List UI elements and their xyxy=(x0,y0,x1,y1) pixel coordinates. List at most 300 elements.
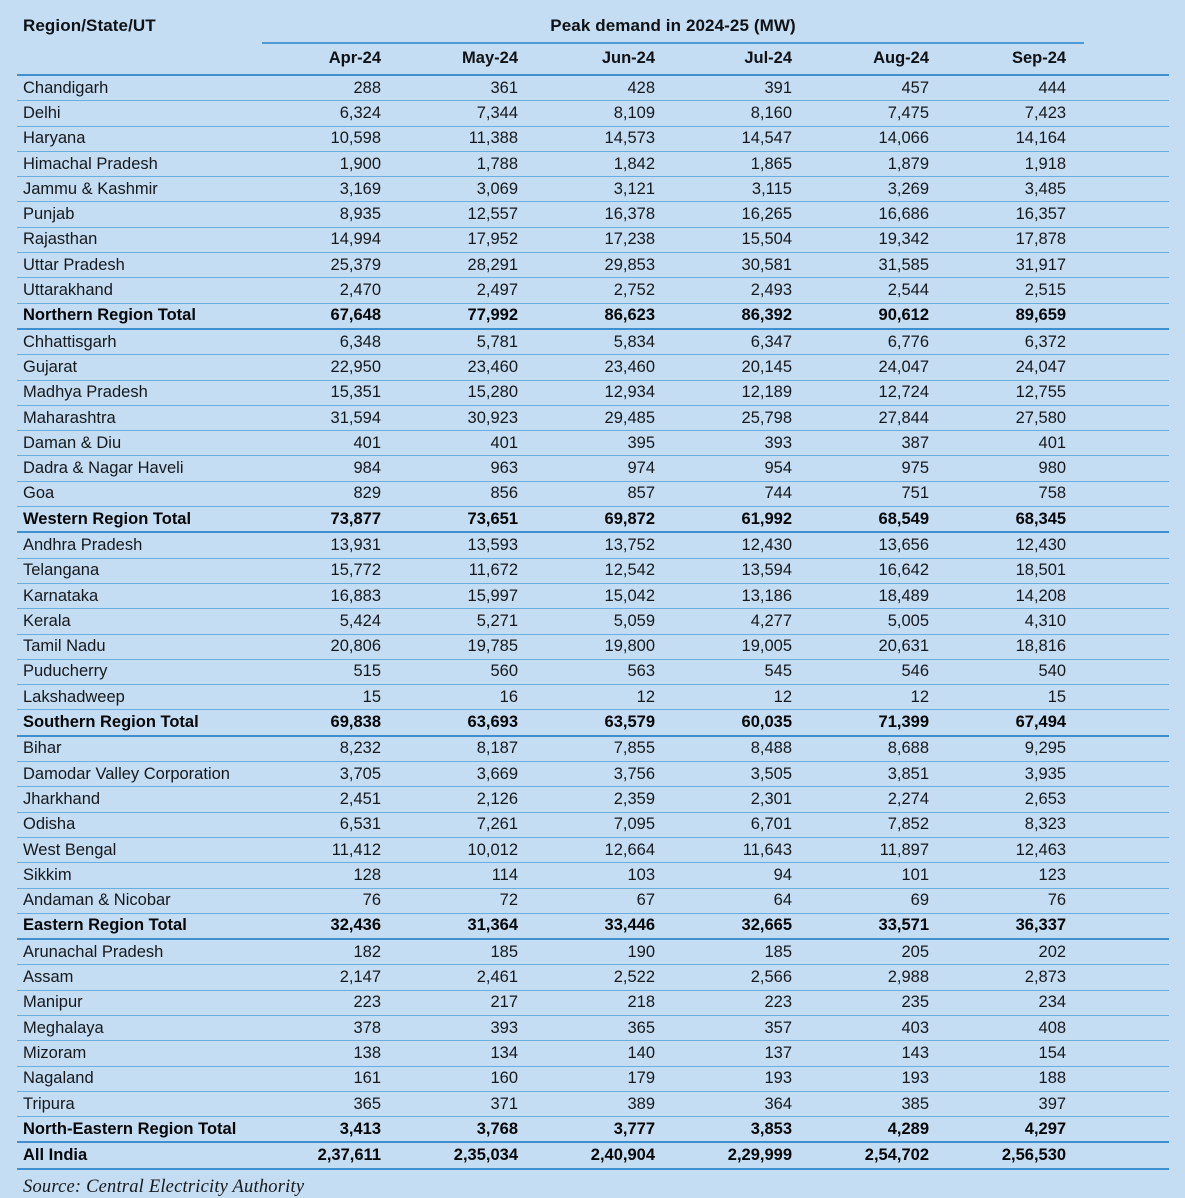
cell-value: 2,56,530 xyxy=(947,1142,1084,1168)
row-trailing-spacer xyxy=(1084,253,1169,278)
cell-value: 5,781 xyxy=(399,329,536,355)
cell-value: 68,345 xyxy=(947,507,1084,533)
row-trailing-spacer xyxy=(1084,507,1169,533)
peak-demand-table xyxy=(17,0,1169,1170)
row-trailing-spacer xyxy=(1084,990,1169,1015)
cell-value: 31,585 xyxy=(810,253,947,278)
row-label: Lakshadweep xyxy=(17,685,262,710)
cell-value: 18,816 xyxy=(947,634,1084,659)
cell-value: 13,931 xyxy=(262,532,399,558)
cell-value: 24,047 xyxy=(810,355,947,380)
table-row xyxy=(17,507,1169,533)
cell-value: 63,579 xyxy=(536,710,673,736)
cell-value: 114 xyxy=(399,863,536,888)
cell-value: 288 xyxy=(262,75,399,101)
cell-value: 18,501 xyxy=(947,558,1084,583)
cell-value: 13,593 xyxy=(399,532,536,558)
cell-value: 980 xyxy=(947,456,1084,481)
cell-value: 29,853 xyxy=(536,253,673,278)
table-row xyxy=(17,634,1169,659)
cell-value: 143 xyxy=(810,1041,947,1066)
row-label: Goa xyxy=(17,481,262,506)
cell-value: 16 xyxy=(399,685,536,710)
row-label: Sikkim xyxy=(17,863,262,888)
cell-value: 89,659 xyxy=(947,303,1084,329)
cell-value: 19,342 xyxy=(810,227,947,252)
row-label: Western Region Total xyxy=(17,507,262,533)
cell-value: 12,430 xyxy=(673,532,810,558)
cell-value: 134 xyxy=(399,1041,536,1066)
row-trailing-spacer xyxy=(1084,380,1169,405)
cell-value: 3,121 xyxy=(536,177,673,202)
cell-value: 2,544 xyxy=(810,278,947,303)
month-header-trailing-spacer xyxy=(1084,43,1169,75)
row-trailing-spacer xyxy=(1084,405,1169,430)
cell-value: 403 xyxy=(810,1015,947,1040)
row-label: Andhra Pradesh xyxy=(17,532,262,558)
cell-value: 86,392 xyxy=(673,303,810,329)
cell-value: 385 xyxy=(810,1091,947,1116)
cell-value: 2,497 xyxy=(399,278,536,303)
cell-value: 3,413 xyxy=(262,1117,399,1143)
cell-value: 6,701 xyxy=(673,812,810,837)
row-label: Meghalaya xyxy=(17,1015,262,1040)
cell-value: 33,571 xyxy=(810,913,947,939)
column-group-header-peak-demand: Peak demand in 2024-25 (MW) xyxy=(262,0,1084,43)
table-row xyxy=(17,227,1169,252)
cell-value: 15,351 xyxy=(262,380,399,405)
table-row xyxy=(17,736,1169,762)
cell-value: 4,289 xyxy=(810,1117,947,1143)
row-label: Telangana xyxy=(17,558,262,583)
cell-value: 10,012 xyxy=(399,837,536,862)
cell-value: 2,37,611 xyxy=(262,1142,399,1168)
row-trailing-spacer xyxy=(1084,913,1169,939)
table-row xyxy=(17,151,1169,176)
table-row xyxy=(17,532,1169,558)
row-label: Haryana xyxy=(17,126,262,151)
cell-value: 8,109 xyxy=(536,101,673,126)
cell-value: 457 xyxy=(810,75,947,101)
cell-value: 391 xyxy=(673,75,810,101)
cell-value: 103 xyxy=(536,863,673,888)
cell-value: 744 xyxy=(673,481,810,506)
cell-value: 7,344 xyxy=(399,101,536,126)
cell-value: 1,865 xyxy=(673,151,810,176)
column-header-may-24: May-24 xyxy=(399,43,536,75)
table-row xyxy=(17,1015,1169,1040)
cell-value: 16,357 xyxy=(947,202,1084,227)
row-trailing-spacer xyxy=(1084,177,1169,202)
cell-value: 94 xyxy=(673,863,810,888)
cell-value: 393 xyxy=(399,1015,536,1040)
cell-value: 15,997 xyxy=(399,583,536,608)
table-row xyxy=(17,965,1169,990)
cell-value: 2,29,999 xyxy=(673,1142,810,1168)
cell-value: 6,348 xyxy=(262,329,399,355)
table-row xyxy=(17,126,1169,151)
row-label: Mizoram xyxy=(17,1041,262,1066)
cell-value: 401 xyxy=(399,431,536,456)
cell-value: 1,788 xyxy=(399,151,536,176)
row-label: Uttar Pradesh xyxy=(17,253,262,278)
cell-value: 2,147 xyxy=(262,965,399,990)
cell-value: 2,752 xyxy=(536,278,673,303)
cell-value: 234 xyxy=(947,990,1084,1015)
cell-value: 540 xyxy=(947,659,1084,684)
cell-value: 27,580 xyxy=(947,405,1084,430)
cell-value: 364 xyxy=(673,1091,810,1116)
cell-value: 179 xyxy=(536,1066,673,1091)
cell-value: 72 xyxy=(399,888,536,913)
table-row xyxy=(17,1091,1169,1116)
cell-value: 8,187 xyxy=(399,736,536,762)
cell-value: 7,852 xyxy=(810,812,947,837)
cell-value: 12 xyxy=(810,685,947,710)
table-row xyxy=(17,609,1169,634)
table-row xyxy=(17,888,1169,913)
table-row xyxy=(17,558,1169,583)
column-header-region: Region/State/UT xyxy=(23,16,156,35)
cell-value: 4,297 xyxy=(947,1117,1084,1143)
row-trailing-spacer xyxy=(1084,126,1169,151)
row-label: Northern Region Total xyxy=(17,303,262,329)
cell-value: 11,672 xyxy=(399,558,536,583)
row-label: Damodar Valley Corporation xyxy=(17,762,262,787)
cell-value: 16,686 xyxy=(810,202,947,227)
cell-value: 205 xyxy=(810,939,947,965)
cell-value: 2,40,904 xyxy=(536,1142,673,1168)
cell-value: 69 xyxy=(810,888,947,913)
cell-value: 8,232 xyxy=(262,736,399,762)
cell-value: 7,095 xyxy=(536,812,673,837)
cell-value: 6,531 xyxy=(262,812,399,837)
cell-value: 401 xyxy=(262,431,399,456)
row-label: Himachal Pradesh xyxy=(17,151,262,176)
row-label: Rajasthan xyxy=(17,227,262,252)
row-trailing-spacer xyxy=(1084,431,1169,456)
cell-value: 223 xyxy=(673,990,810,1015)
cell-value: 974 xyxy=(536,456,673,481)
cell-value: 16,378 xyxy=(536,202,673,227)
cell-value: 67 xyxy=(536,888,673,913)
cell-value: 22,950 xyxy=(262,355,399,380)
cell-value: 4,277 xyxy=(673,609,810,634)
cell-value: 3,505 xyxy=(673,762,810,787)
row-trailing-spacer xyxy=(1084,456,1169,481)
cell-value: 64 xyxy=(673,888,810,913)
row-label: Eastern Region Total xyxy=(17,913,262,939)
row-label: Jammu & Kashmir xyxy=(17,177,262,202)
cell-value: 160 xyxy=(399,1066,536,1091)
cell-value: 140 xyxy=(536,1041,673,1066)
table-row xyxy=(17,837,1169,862)
cell-value: 29,485 xyxy=(536,405,673,430)
cell-value: 24,047 xyxy=(947,355,1084,380)
cell-value: 2,301 xyxy=(673,787,810,812)
cell-value: 401 xyxy=(947,431,1084,456)
cell-value: 12,189 xyxy=(673,380,810,405)
cell-value: 190 xyxy=(536,939,673,965)
cell-value: 101 xyxy=(810,863,947,888)
row-label: Puducherry xyxy=(17,659,262,684)
cell-value: 1,842 xyxy=(536,151,673,176)
cell-value: 3,705 xyxy=(262,762,399,787)
table-head xyxy=(17,0,1169,75)
cell-value: 2,873 xyxy=(947,965,1084,990)
cell-value: 389 xyxy=(536,1091,673,1116)
row-label: Assam xyxy=(17,965,262,990)
cell-value: 857 xyxy=(536,481,673,506)
cell-value: 63,693 xyxy=(399,710,536,736)
table-row xyxy=(17,1066,1169,1091)
cell-value: 8,935 xyxy=(262,202,399,227)
table-row xyxy=(17,990,1169,1015)
cell-value: 3,935 xyxy=(947,762,1084,787)
cell-value: 71,399 xyxy=(810,710,947,736)
table-row xyxy=(17,710,1169,736)
table-row xyxy=(17,75,1169,101)
cell-value: 5,005 xyxy=(810,609,947,634)
cell-value: 15 xyxy=(262,685,399,710)
cell-value: 365 xyxy=(262,1091,399,1116)
column-header-apr-24: Apr-24 xyxy=(262,43,399,75)
cell-value: 23,460 xyxy=(399,355,536,380)
table-row xyxy=(17,456,1169,481)
row-label: Nagaland xyxy=(17,1066,262,1091)
cell-value: 161 xyxy=(262,1066,399,1091)
cell-value: 12,755 xyxy=(947,380,1084,405)
row-trailing-spacer xyxy=(1084,1091,1169,1116)
row-trailing-spacer xyxy=(1084,101,1169,126)
cell-value: 128 xyxy=(262,863,399,888)
table-row xyxy=(17,101,1169,126)
cell-value: 11,643 xyxy=(673,837,810,862)
table-row xyxy=(17,481,1169,506)
row-label: Chandigarh xyxy=(17,75,262,101)
cell-value: 3,853 xyxy=(673,1117,810,1143)
cell-value: 15 xyxy=(947,685,1084,710)
cell-value: 235 xyxy=(810,990,947,1015)
cell-value: 86,623 xyxy=(536,303,673,329)
cell-value: 2,515 xyxy=(947,278,1084,303)
cell-value: 2,451 xyxy=(262,787,399,812)
cell-value: 371 xyxy=(399,1091,536,1116)
cell-value: 397 xyxy=(947,1091,1084,1116)
cell-value: 1,900 xyxy=(262,151,399,176)
cell-value: 11,388 xyxy=(399,126,536,151)
row-label: Kerala xyxy=(17,609,262,634)
cell-value: 12,934 xyxy=(536,380,673,405)
cell-value: 546 xyxy=(810,659,947,684)
cell-value: 18,489 xyxy=(810,583,947,608)
cell-value: 14,573 xyxy=(536,126,673,151)
row-trailing-spacer xyxy=(1084,1041,1169,1066)
cell-value: 2,988 xyxy=(810,965,947,990)
table-row xyxy=(17,380,1169,405)
row-trailing-spacer xyxy=(1084,227,1169,252)
month-header-spacer xyxy=(17,43,262,75)
cell-value: 13,186 xyxy=(673,583,810,608)
cell-value: 7,855 xyxy=(536,736,673,762)
cell-value: 15,504 xyxy=(673,227,810,252)
cell-value: 1,879 xyxy=(810,151,947,176)
cell-value: 223 xyxy=(262,990,399,1015)
cell-value: 444 xyxy=(947,75,1084,101)
row-label: Uttarakhand xyxy=(17,278,262,303)
row-label: Punjab xyxy=(17,202,262,227)
table-row xyxy=(17,939,1169,965)
row-trailing-spacer xyxy=(1084,202,1169,227)
cell-value: 2,126 xyxy=(399,787,536,812)
table-row xyxy=(17,812,1169,837)
table-row xyxy=(17,405,1169,430)
cell-value: 515 xyxy=(262,659,399,684)
cell-value: 393 xyxy=(673,431,810,456)
cell-value: 5,424 xyxy=(262,609,399,634)
cell-value: 67,648 xyxy=(262,303,399,329)
cell-value: 7,475 xyxy=(810,101,947,126)
cell-value: 7,423 xyxy=(947,101,1084,126)
cell-value: 15,042 xyxy=(536,583,673,608)
table-row xyxy=(17,583,1169,608)
cell-value: 14,547 xyxy=(673,126,810,151)
cell-value: 2,522 xyxy=(536,965,673,990)
row-label: Dadra & Nagar Haveli xyxy=(17,456,262,481)
cell-value: 30,581 xyxy=(673,253,810,278)
column-header-aug-24: Aug-24 xyxy=(810,43,947,75)
row-trailing-spacer xyxy=(1084,837,1169,862)
cell-value: 31,594 xyxy=(262,405,399,430)
table-row xyxy=(17,762,1169,787)
cell-value: 12,542 xyxy=(536,558,673,583)
cell-value: 6,347 xyxy=(673,329,810,355)
row-trailing-spacer xyxy=(1084,1142,1169,1168)
cell-value: 137 xyxy=(673,1041,810,1066)
cell-value: 69,838 xyxy=(262,710,399,736)
cell-value: 218 xyxy=(536,990,673,1015)
cell-value: 408 xyxy=(947,1015,1084,1040)
row-trailing-spacer xyxy=(1084,583,1169,608)
column-header-sep-24: Sep-24 xyxy=(947,43,1084,75)
cell-value: 2,54,702 xyxy=(810,1142,947,1168)
cell-value: 428 xyxy=(536,75,673,101)
row-label: Jharkhand xyxy=(17,787,262,812)
header-spacer xyxy=(1084,0,1169,43)
cell-value: 2,566 xyxy=(673,965,810,990)
cell-value: 17,878 xyxy=(947,227,1084,252)
cell-value: 154 xyxy=(947,1041,1084,1066)
cell-value: 73,651 xyxy=(399,507,536,533)
cell-value: 12 xyxy=(673,685,810,710)
cell-value: 28,291 xyxy=(399,253,536,278)
table-row xyxy=(17,202,1169,227)
cell-value: 545 xyxy=(673,659,810,684)
cell-value: 36,337 xyxy=(947,913,1084,939)
table-row xyxy=(17,913,1169,939)
cell-value: 17,952 xyxy=(399,227,536,252)
cell-value: 15,280 xyxy=(399,380,536,405)
cell-value: 829 xyxy=(262,481,399,506)
cell-value: 15,772 xyxy=(262,558,399,583)
row-trailing-spacer xyxy=(1084,685,1169,710)
cell-value: 30,923 xyxy=(399,405,536,430)
cell-value: 31,364 xyxy=(399,913,536,939)
table-row xyxy=(17,1041,1169,1066)
row-trailing-spacer xyxy=(1084,762,1169,787)
cell-value: 25,798 xyxy=(673,405,810,430)
cell-value: 19,800 xyxy=(536,634,673,659)
cell-value: 12,430 xyxy=(947,532,1084,558)
row-trailing-spacer xyxy=(1084,278,1169,303)
cell-value: 9,295 xyxy=(947,736,1084,762)
row-trailing-spacer xyxy=(1084,532,1169,558)
cell-value: 77,992 xyxy=(399,303,536,329)
table-row xyxy=(17,303,1169,329)
cell-value: 6,324 xyxy=(262,101,399,126)
row-trailing-spacer xyxy=(1084,736,1169,762)
cell-value: 8,688 xyxy=(810,736,947,762)
row-label: Chhattisgarh xyxy=(17,329,262,355)
row-trailing-spacer xyxy=(1084,1066,1169,1091)
cell-value: 76 xyxy=(947,888,1084,913)
row-label: Bihar xyxy=(17,736,262,762)
cell-value: 73,877 xyxy=(262,507,399,533)
cell-value: 2,274 xyxy=(810,787,947,812)
table-row xyxy=(17,278,1169,303)
cell-value: 12,664 xyxy=(536,837,673,862)
row-label: Tripura xyxy=(17,1091,262,1116)
cell-value: 2,35,034 xyxy=(399,1142,536,1168)
cell-value: 32,436 xyxy=(262,913,399,939)
cell-value: 19,005 xyxy=(673,634,810,659)
row-trailing-spacer xyxy=(1084,481,1169,506)
cell-value: 90,612 xyxy=(810,303,947,329)
row-label: All India xyxy=(17,1142,262,1168)
cell-value: 32,665 xyxy=(673,913,810,939)
table-row xyxy=(17,329,1169,355)
row-trailing-spacer xyxy=(1084,888,1169,913)
cell-value: 856 xyxy=(399,481,536,506)
row-label: Odisha xyxy=(17,812,262,837)
cell-value: 33,446 xyxy=(536,913,673,939)
cell-value: 2,359 xyxy=(536,787,673,812)
cell-value: 3,269 xyxy=(810,177,947,202)
cell-value: 12,557 xyxy=(399,202,536,227)
cell-value: 23,460 xyxy=(536,355,673,380)
row-label: Andaman & Nicobar xyxy=(17,888,262,913)
cell-value: 25,379 xyxy=(262,253,399,278)
cell-value: 193 xyxy=(673,1066,810,1091)
column-header-jun-24: Jun-24 xyxy=(536,43,673,75)
row-trailing-spacer xyxy=(1084,812,1169,837)
cell-value: 8,160 xyxy=(673,101,810,126)
cell-value: 20,631 xyxy=(810,634,947,659)
row-trailing-spacer xyxy=(1084,939,1169,965)
row-trailing-spacer xyxy=(1084,355,1169,380)
cell-value: 5,834 xyxy=(536,329,673,355)
cell-value: 20,145 xyxy=(673,355,810,380)
cell-value: 14,994 xyxy=(262,227,399,252)
column-header-jul-24: Jul-24 xyxy=(673,43,810,75)
cell-value: 6,372 xyxy=(947,329,1084,355)
cell-value: 76 xyxy=(262,888,399,913)
cell-value: 963 xyxy=(399,456,536,481)
cell-value: 357 xyxy=(673,1015,810,1040)
cell-value: 138 xyxy=(262,1041,399,1066)
cell-value: 5,271 xyxy=(399,609,536,634)
cell-value: 13,752 xyxy=(536,532,673,558)
